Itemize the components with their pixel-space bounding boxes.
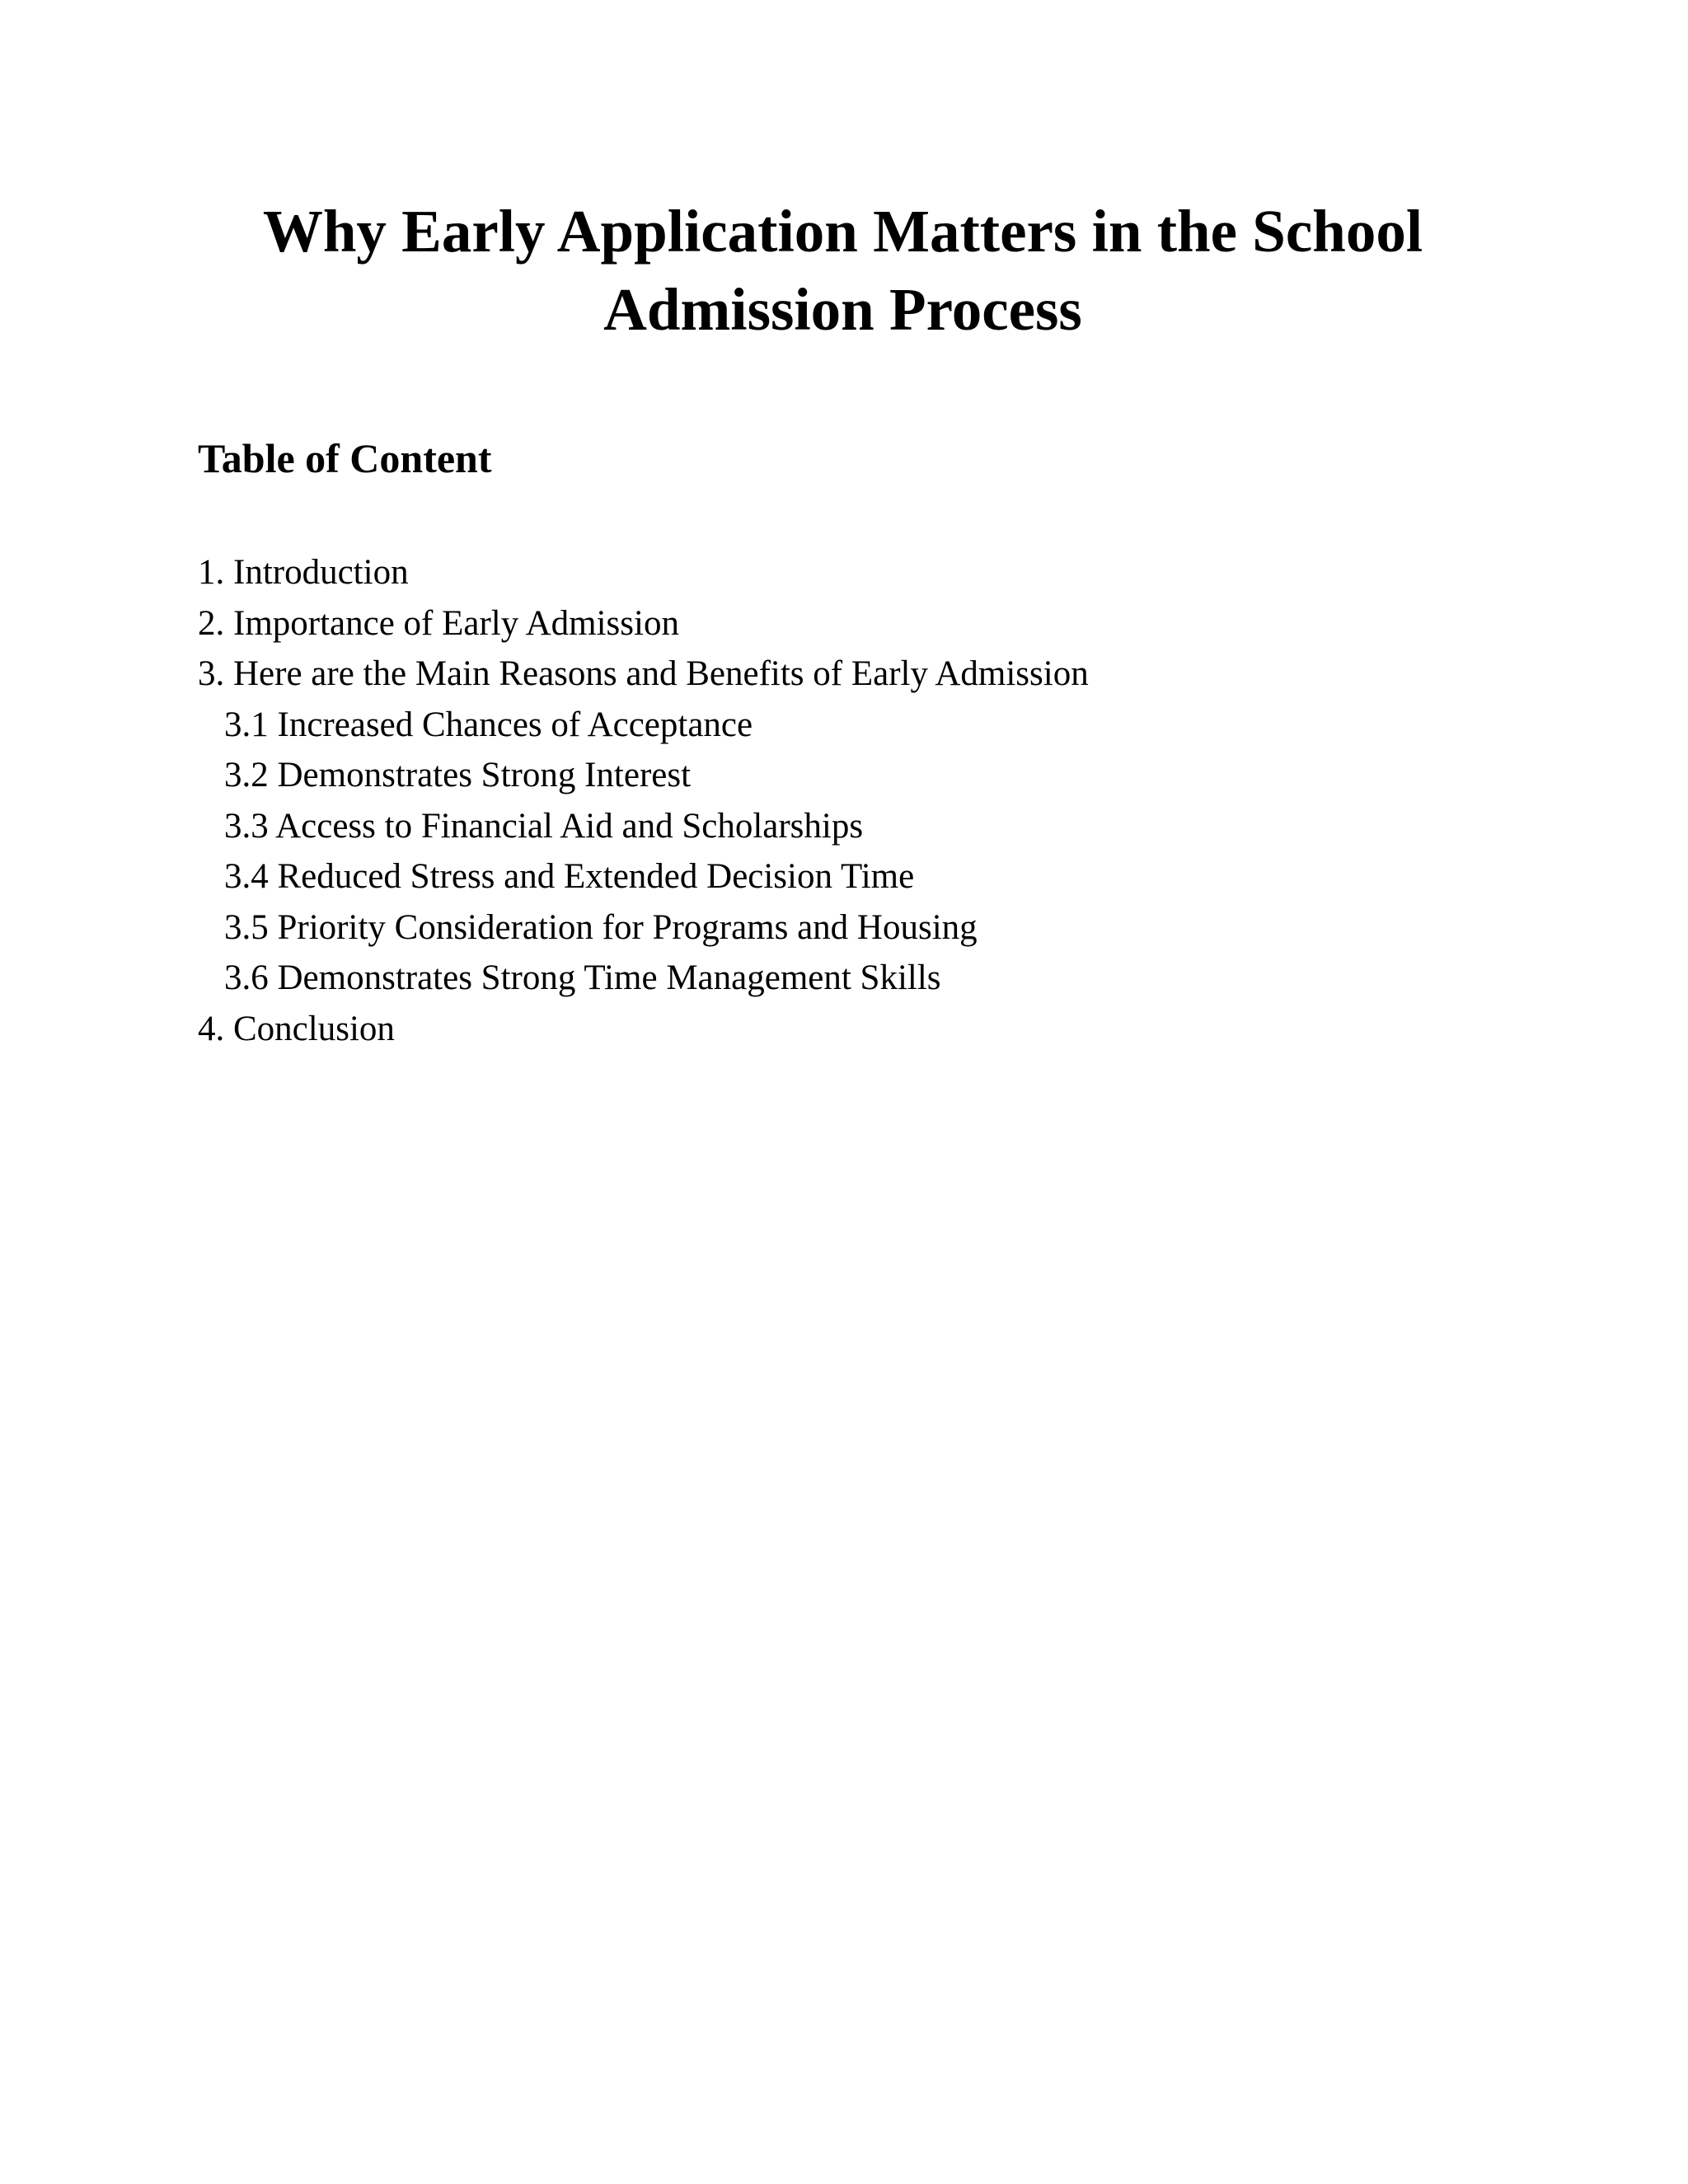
toc-item-conclusion: 4. Conclusion [198,1009,395,1048]
document-title-line-1: Why Early Application Matters in the School [262,198,1423,265]
document-title-line-2: Admission Process [603,276,1082,343]
document-title [198,192,1488,349]
toc-subitem-time-management: 3.6 Demonstrates Strong Time Management Skills [224,958,941,997]
toc-heading: Table of Content [198,435,492,481]
toc-subitem-strong-interest: 3.2 Demonstrates Strong Interest [224,756,692,794]
toc-subitem-financial-aid: 3.3 Access to Financial Aid and Scholarships [224,806,864,846]
table-of-contents [198,547,1089,1054]
toc-subitem-reduced-stress: 3.4 Reduced Stress and Extended Decision Time [224,857,915,896]
toc-item-importance-of-early-admission: 2. Importance of Early Admission [198,603,679,643]
toc-subitem-increased-chances: 3.1 Increased Chances of Acceptance [224,705,753,744]
toc-subitem-priority-consideration: 3.5 Priority Consideration for Programs and Housing [224,907,978,947]
toc-item-main-reasons-and-benefits: 3. Here are the Main Reasons and Benefits of Early Admission [198,654,1089,693]
toc-item-introduction: 1. Introduction [198,553,409,592]
